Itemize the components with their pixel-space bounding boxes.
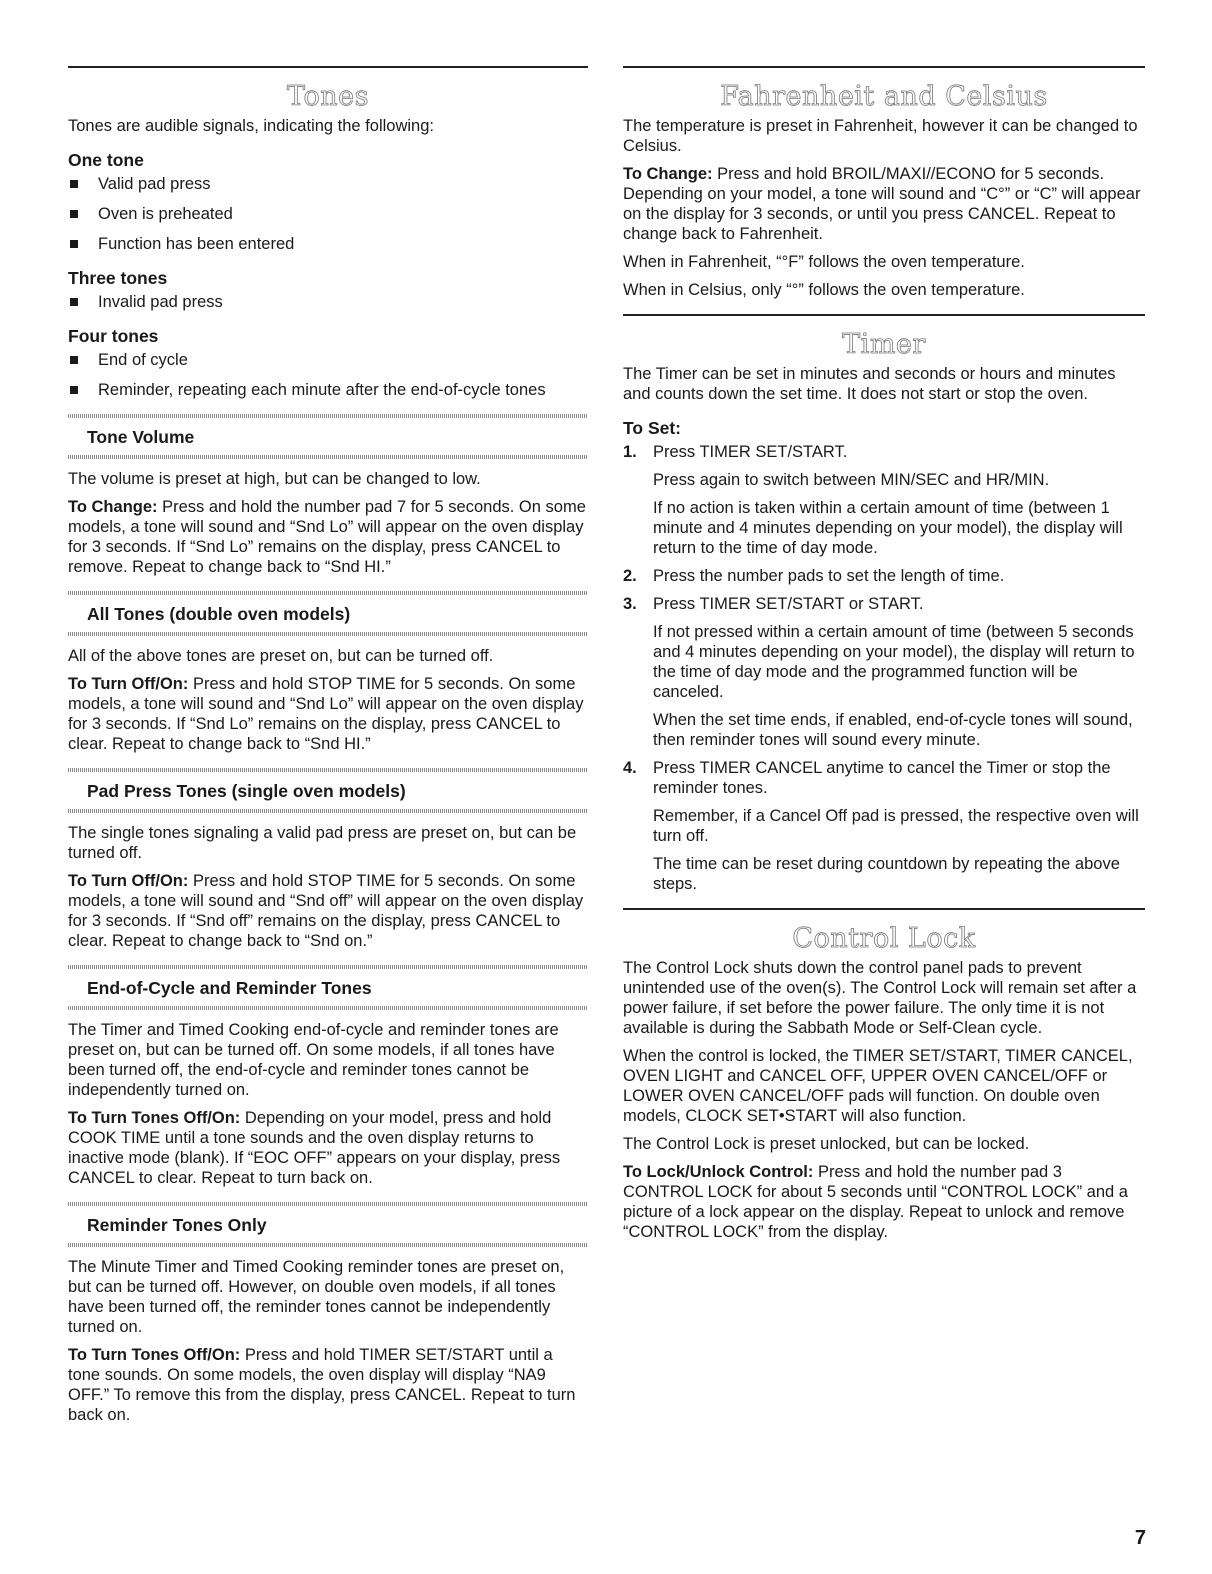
control-lock-unlock-text: Press and hold the number pad 3 CONTROL LOCK for about 5 seconds until “CONTROL LOCK” and a picture of a lock appear on the display. Repeat to unlock and remove “CONTROL LOCK” from the display. (623, 1163, 1128, 1241)
end-of-cycle-title: End-of-Cycle and Reminder Tones (87, 978, 372, 998)
to-set-heading: To Set: (623, 418, 682, 438)
step-number: 3. (623, 595, 637, 613)
pad-press-header (68, 768, 588, 813)
step-number: 4. (623, 759, 637, 777)
section-rule (623, 314, 1145, 316)
timer-intro: The Timer can be set in minutes and seconds or hours and minutes and counts down the set time. It does not start or stop the oven. (623, 365, 1116, 403)
to-change-label: To Change: (68, 498, 158, 516)
fc-fahrenheit-note: When in Fahrenheit, “°F” follows the oven temperature. (623, 253, 1025, 271)
control-lock-unlock (623, 1162, 1145, 1242)
tone-volume-change-text: Press and hold the number pad 7 for 5 seconds. On some models, a tone will sound and “Snd Lo” will appear on the oven display for 3 seconds. If “Snd Lo” remains on the display, press CANCEL to remove. Repeat to change back to “Snd HI.” (68, 498, 586, 576)
list-item: Function has been entered (68, 234, 588, 254)
page-number: 7 (1134, 1527, 1146, 1549)
timer-steps (623, 442, 1145, 894)
step-number: 1. (623, 443, 637, 461)
dotted-rule (68, 1006, 588, 1010)
to-turn-label: To Turn Tones Off/On: (68, 1346, 241, 1364)
all-tones-text: All of the above tones are preset on, but can be turned off. (68, 647, 494, 665)
section-rule (623, 66, 1145, 68)
fahrenheit-celsius-title: Fahrenheit and Celsius (720, 81, 1048, 112)
control-lock-title: Control Lock (792, 923, 976, 954)
reminder-text: The Minute Timer and Timed Cooking reminder tones are preset on, but can be turned off. However, on double oven models, if all tones have been turned off, the reminder tones cannot be independently turned on. (68, 1258, 565, 1336)
dotted-rule (68, 1243, 588, 1247)
control-lock-intro: The Control Lock shuts down the control panel pads to prevent unintended use of the oven(s). The Control Lock will remain set after a power failure, if set before the power failure. The only time it is not available is during the Sabbath Mode or Self-Clean cycle. (623, 959, 1137, 1037)
left-column (68, 66, 588, 1433)
pad-press-turn (68, 871, 588, 951)
control-lock-locked: When the control is locked, the TIMER SET/START, TIMER CANCEL, OVEN LIGHT and CANCEL OFF, UPPER OVEN CANCEL/OFF or LOWER OVEN CANCEL/OFF pads will function. On double oven models, CLOCK SET•START will also function. (623, 1047, 1133, 1125)
tones-title: Tones (287, 81, 369, 112)
tone-volume-header (68, 414, 588, 459)
fc-celsius-note: When in Celsius, only “°” follows the oven temperature. (623, 281, 1025, 299)
section-rule (623, 908, 1145, 910)
tone-volume-title: Tone Volume (87, 427, 195, 447)
three-tones-list (68, 292, 588, 312)
timer-step (623, 566, 1145, 586)
reminder-turn (68, 1345, 588, 1425)
list-item: End of cycle (68, 350, 588, 370)
section-rule (68, 66, 588, 68)
step-text: Press TIMER SET/START or START. (653, 595, 924, 613)
reminder-turn-text: Press and hold TIMER SET/START until a tone sounds. On some models, the oven display will display “NA9 OFF.” To remove this from the display, press CANCEL. Repeat to turn back on. (68, 1346, 576, 1424)
fc-change (623, 164, 1145, 244)
fc-change-text: Press and hold BROIL/MAXI//ECONO for 5 seconds. Depending on your model, a tone will sound and “C°” or “C” will appear on the display for 3 seconds, or until you press CANCEL. Repeat to change back to Fahrenheit. (623, 165, 1141, 243)
to-turn-label: To Turn Off/On: (68, 675, 189, 693)
to-change-label: To Change: (623, 165, 713, 183)
timer-title: Timer (842, 329, 926, 360)
tone-volume-text: The volume is preset at high, but can be changed to low. (68, 470, 481, 488)
list-item: Invalid pad press (68, 292, 588, 312)
step-text: Press TIMER SET/START. (653, 443, 848, 461)
tone-volume-change (68, 497, 588, 577)
list-item: Reminder, repeating each minute after the end-of-cycle tones (68, 380, 588, 400)
fc-intro: The temperature is preset in Fahrenheit, however it can be changed to Celsius. (623, 117, 1138, 155)
reminder-title: Reminder Tones Only (87, 1215, 267, 1235)
timer-step (623, 442, 1145, 558)
all-tones-turn-text: Press and hold STOP TIME for 5 seconds. On some models, a tone will sound and “Snd Lo” will appear on the oven display for 3 seconds. If “Snd Lo” remains on the display, press CANCEL to clear. Repeat to change back to “Snd HI.” (68, 675, 584, 753)
end-of-cycle-text: The Timer and Timed Cooking end-of-cycle and reminder tones are preset on, but can be turned off. On some models, if all tones have been turned off, the end-of-cycle and reminder tones cannot be independently turned on. (68, 1021, 559, 1099)
step-text: Press TIMER CANCEL anytime to cancel the Timer or stop the reminder tones. (653, 759, 1111, 797)
step-text: Press the number pads to set the length of time. (653, 567, 1005, 585)
list-item: Valid pad press (68, 174, 588, 194)
timer-step (623, 594, 1145, 750)
step-text: If no action is taken within a certain amount of time (between 1 minute and 4 minutes depending on your model), the display will return to the time of day mode. (653, 499, 1123, 557)
pad-press-turn-text: Press and hold STOP TIME for 5 seconds. On some models, a tone will sound and “Snd off” will appear on the oven display for 3 seconds. If “Snd off” remains on the display, press CANCEL to clear. Repeat to change back to “Snd on.” (68, 872, 584, 950)
four-tones-heading: Four tones (68, 326, 159, 346)
all-tones-title: All Tones (double oven models) (87, 604, 351, 624)
to-lock-unlock-label: To Lock/Unlock Control: (623, 1163, 814, 1181)
one-tone-heading: One tone (68, 150, 144, 170)
step-text: If not pressed within a certain amount of time (between 5 seconds and 4 minutes depending on your model), the display will return to the time of day mode and the programmed function will be canceled. (653, 623, 1135, 701)
step-text: The time can be reset during countdown by repeating the above steps. (653, 855, 1120, 893)
step-number: 2. (623, 567, 637, 585)
end-of-cycle-turn (68, 1108, 588, 1188)
four-tones-list (68, 350, 588, 400)
pad-press-text: The single tones signaling a valid pad press are preset on, but can be turned off. (68, 824, 577, 862)
step-text: Press again to switch between MIN/SEC and HR/MIN. (653, 471, 1050, 489)
reminder-header (68, 1202, 588, 1247)
all-tones-turn (68, 674, 588, 754)
all-tones-header (68, 591, 588, 636)
three-tones-heading: Three tones (68, 268, 168, 288)
one-tone-list (68, 174, 588, 254)
right-column (623, 66, 1145, 1250)
timer-step (623, 758, 1145, 894)
to-turn-label: To Turn Off/On: (68, 872, 189, 890)
end-of-cycle-header (68, 965, 588, 1010)
dotted-rule (68, 632, 588, 636)
list-item: Oven is preheated (68, 204, 588, 224)
to-turn-label: To Turn Tones Off/On: (68, 1109, 241, 1127)
tones-intro: Tones are audible signals, indicating the following: (68, 117, 434, 135)
dotted-rule (68, 455, 588, 459)
step-text: Remember, if a Cancel Off pad is pressed, the respective oven will turn off. (653, 807, 1139, 845)
pad-press-title: Pad Press Tones (single oven models) (87, 781, 406, 801)
dotted-rule (68, 809, 588, 813)
control-lock-preset: The Control Lock is preset unlocked, but can be locked. (623, 1135, 1030, 1153)
step-text: When the set time ends, if enabled, end-of-cycle tones will sound, then reminder tones will sound every minute. (653, 711, 1133, 749)
end-of-cycle-turn-text: Depending on your model, press and hold COOK TIME until a tone sounds and the oven display returns to inactive mode (blank). If “EOC OFF” appears on your display, press CANCEL to clear. Repeat to turn back on. (68, 1109, 561, 1187)
